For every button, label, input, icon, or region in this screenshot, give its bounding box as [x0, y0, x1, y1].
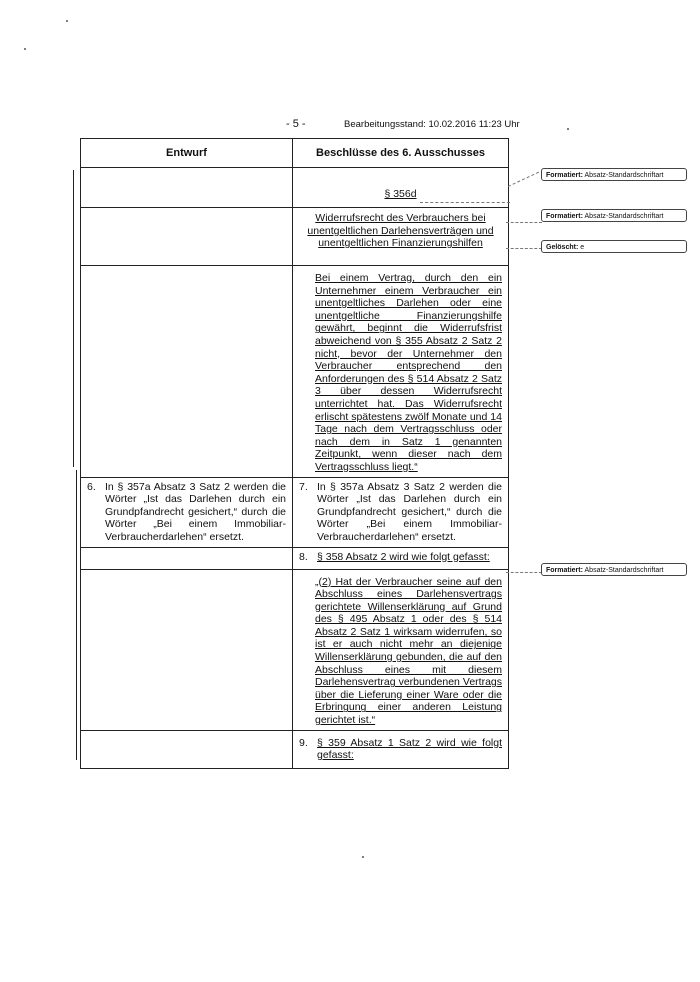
comment-text: Absatz-Standardschriftart: [584, 172, 664, 179]
scan-speck: [362, 856, 364, 858]
item-text: § 358 Absatz 2 wird wie folgt gefasst:: [317, 550, 490, 563]
comment-label: Gelöscht:: [546, 244, 579, 251]
item-7: [293, 478, 508, 547]
paragraph-356d: § 356d: [384, 188, 417, 200]
right-cell-item-8: [293, 547, 509, 569]
left-cell-empty: [81, 266, 293, 478]
left-cell-empty: [81, 569, 293, 730]
section-text-356d: Bei einem Vertrag, durch den ein Unternehmer einem Verbraucher ein unentgeltliches Darlehen oder eine unentgeltliche Finanzierungshilfe gewährt, beginnt die Widerrufsfrist abweichend von § 355 Absatz 2 Satz 2 nicht, bevor der Unternehmer den Verbraucher entsprechend den Anforderungen des § 514 Absatz 2 Satz 3 über dessen Widerrufsrecht unterrichtet hat. Das Widerrufsrecht erlischt spätestens zwölf Monate und 14 Tage nach dem Vertragsschluss oder nach dem in Satz 1 genannten Zeitpunkt, wenn dieser nach dem Vertragsschluss liegt.“: [315, 272, 502, 473]
section-text-358: „(2) Hat der Verbraucher seine auf den Abschluss eines Darlehensvertrags gerichtete Willenserklärung auf Grund des § 495 Absatz 1 oder des § 514 Absatz 2 Satz 1 wirksam widerrufen, so ist er auch nicht mehr an diejenige Willenserklärung gebunden, die auf den Abschluss eines mit diesem Darlehensvertrag verbundenen Vertrags über die Lieferung einer Ware oder die Erbringung einer anderen Leistung gerichtet ist.“: [315, 575, 502, 727]
comment-connector: [506, 222, 542, 223]
item-number: 8.: [299, 550, 308, 563]
comment-text: Absatz-Standardschriftart: [584, 213, 664, 220]
comment-balloon[interactable]: [541, 563, 687, 576]
comment-balloon[interactable]: [541, 240, 687, 253]
item-text: In § 357a Absatz 3 Satz 2 werden die Wörter „Ist das Darlehen durch ein Grundpfandrecht gesichert,“ durch die Wörter „Bei einem Immobiliar-Verbraucherdarlehen“ ersetzt.: [317, 480, 502, 543]
left-cell-empty: [81, 730, 293, 768]
right-cell-heading: [293, 208, 509, 266]
item-9: [293, 731, 508, 765]
comment-label: Formatiert:: [546, 213, 583, 220]
section-heading: Widerrufsrecht des Verbrauchers bei unentgeltlichen Darlehensverträgen und unentgeltlichen Finanzierungshilfen: [307, 212, 494, 250]
right-cell-text: [293, 569, 509, 730]
right-cell-item-7: [293, 477, 509, 547]
column-header-entwurf: Entwurf: [81, 139, 293, 168]
item-text: In § 357a Absatz 3 Satz 2 werden die Wörter „Ist das Darlehen durch ein Grundpfandrecht gesichert,“ durch die Wörter „Bei einem Immobiliar-Verbraucherdarlehen“ ersetzt.: [105, 480, 286, 543]
comment-balloon[interactable]: [541, 209, 687, 222]
change-bar: [76, 470, 77, 760]
scan-speck: [567, 128, 569, 130]
comment-connector: [506, 248, 542, 249]
left-cell-item-6: [81, 477, 293, 547]
change-bar: [73, 170, 74, 467]
right-cell-text: [293, 266, 509, 478]
item-number: 6.: [87, 480, 96, 493]
left-cell-empty: [81, 168, 293, 208]
item-number: 7.: [299, 480, 308, 493]
left-cell-empty: [81, 208, 293, 266]
comment-text: Absatz-Standardschriftart: [584, 567, 664, 574]
scan-speck: [24, 48, 26, 50]
scan-speck: [66, 20, 68, 22]
item-8: [293, 548, 508, 567]
comment-connector: [508, 172, 539, 187]
left-cell-empty: [81, 547, 293, 569]
edit-status: Bearbeitungsstand: 10.02.2016 11:23 Uhr: [344, 119, 520, 130]
item-6: [81, 478, 292, 547]
comment-connector: [506, 572, 542, 573]
page-number: - 5 -: [286, 118, 306, 130]
comment-connector: [420, 202, 510, 203]
comment-label: Formatiert:: [546, 567, 583, 574]
column-header-beschluesse: Beschlüsse des 6. Ausschusses: [293, 139, 509, 168]
synopsis-table: [80, 138, 509, 769]
right-cell-item-9: [293, 730, 509, 768]
comment-text: e: [580, 244, 585, 251]
item-number: 9.: [299, 736, 308, 749]
comment-label: Formatiert:: [546, 172, 583, 179]
comment-balloon[interactable]: [541, 168, 687, 181]
item-text: § 359 Absatz 1 Satz 2 wird wie folgt gefasst:: [317, 736, 502, 762]
